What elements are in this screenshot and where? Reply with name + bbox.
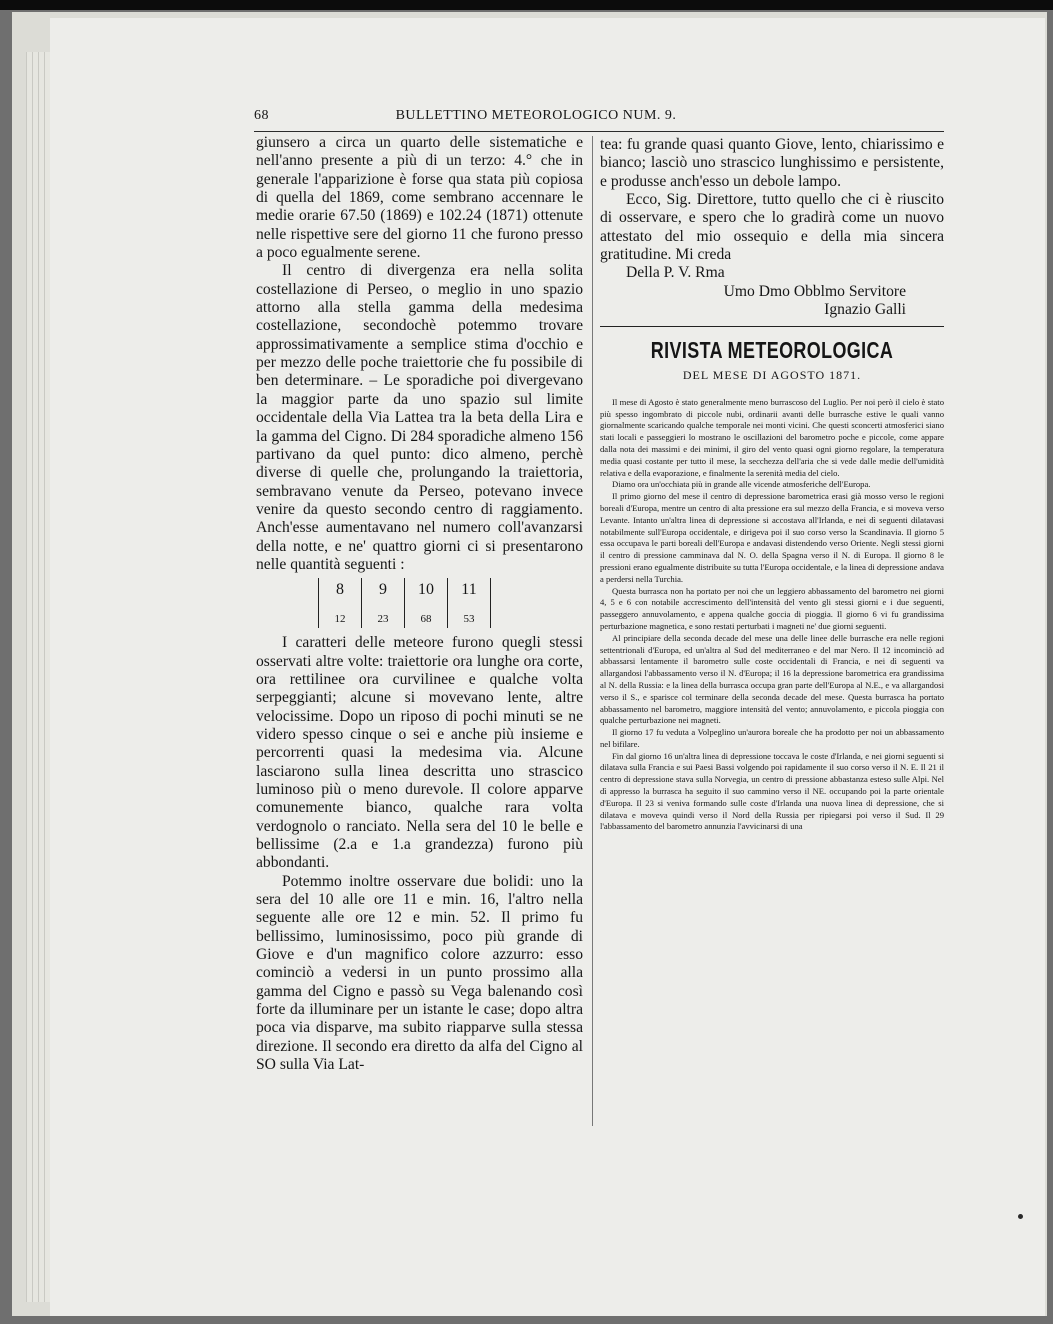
paragraph: Potemmo inoltre osservare due bolidi: uno la sera del 10 alle ore 11 e min. 16, l'altro nella seguente alle ore 12 e min. 52. Il primo fu bellissimo, luminosissimo, poco più grande di Giove e d'un magnifico colore azzurro: esso cominciò a vedersi in un punto prossimo alla gamma del Cigno e passò su Vega balenando così forte da illuminare per un istante le case; dopo altra poca via disparve, ma subito riapparve sulla stessa direzione. Il secondo era diretto da alfa del Cigno al SO sulla Via Lat- bbox=[256, 872, 583, 1074]
day-cell: 10 bbox=[405, 578, 448, 602]
count-cell: 68 bbox=[405, 602, 448, 628]
page-header bbox=[254, 108, 818, 130]
signature-name: Ignazio Galli bbox=[824, 301, 906, 319]
count-cell: 23 bbox=[362, 602, 405, 628]
count-cell: 12 bbox=[319, 602, 362, 628]
paragraph: Ecco, Sig. Direttore, tutto quello che ci è riuscito di osservare, e spero che lo gradirà come un nuovo attestato del mio ossequio e della mia sincera gratitudine. Mi creda bbox=[600, 191, 944, 264]
paragraph: I caratteri delle meteore furono quegli stessi osservati altre volte: traiettorie ora lunghe ora corte, ora rettilinee ora curvilinee e qualche volta serpeggianti; alcune si movevano lente, altre velocissime. Dopo un riposo di pochi minuti se ne videro spesso cinque o sei e anche più insieme e percorrenti quasi la medesima via. Alcune lasciarono sulla linea descritta uno strascico luminoso più o meno durevole. Il colore apparve comunemente bianco, qualche rara volta verdognolo o ranciato. Nella sera del 10 le belle e bellissime (2.a e 1.a grandezza) furono più abbondanti. bbox=[256, 634, 583, 872]
count-cell: 53 bbox=[448, 602, 491, 628]
paragraph: tea: fu grande quasi quanto Giove, lento, chiarissimo e bianco; lasciò uno strascico lunghissimo e persistente, e produsse anch'esso un debole lampo. bbox=[600, 136, 944, 190]
day-cell: 9 bbox=[362, 578, 405, 602]
signature-line: Umo Dmo Obblmo Servitore bbox=[723, 282, 906, 300]
review-paragraph: Il primo giorno del mese il centro di depressione barometrica erasi già mosso verso le regioni boreali d'Europa, mentre un centro di alta pressione era sul mezzo della Francia, e si moveva verso Levante. Intanto un'altra linea di depressione si accostava all'Irlanda, e nei dì seguenti dilatavasi notabilmente sull'Europa occidentale, e dirigeva poi il suo corso verso la Scandinavia. Il giorno 5 essa occupava le parti boreali dell'Europa e andavasi distendendo verso Oriente. Negli stessi giorni il centro di pressione camminava dal N. O. della Spagna verso il N. di Europa. Il giorno 8 le pressioni erano egualmente distribuite su tutta l'Europa occidentale, e la linea di depressione andava a perdersi nella Turchia. bbox=[600, 491, 944, 584]
review-paragraph: Fin dal giorno 16 un'altra linea di depressione toccava le coste d'Irlanda, e nei giorni seguenti si dilatava sulla Francia e sui Paesi Bassi volgendo poi rapidamente il suo corso verso il N. E. Il 21 il centro di depressione stava sulla Norvegia, un centro di pressione abbastanza esteso sulle Alpi. Nel dì appresso la burrasca ha seguito il suo cammino verso il NE. occupando poi la parte orientale d'Europa. Il 23 si veniva formando sulle coste d'Irlanda una nuova linea di depressione, che si dilatava e moveva quindi verso il Nord della Russia per ripiegarsi poi verso il Sud. Il 29 l'abbassamento del barometro annunzia l'avvicinarsi di una bbox=[600, 750, 944, 832]
section-rule bbox=[600, 326, 944, 327]
right-column bbox=[600, 136, 944, 833]
header-rule bbox=[254, 131, 944, 132]
table-edge bbox=[491, 578, 498, 602]
running-title: BULLETTINO METEOROLOGICO NUM. 9. bbox=[395, 108, 677, 123]
section-subtitle: DEL MESE DI AGOSTO 1871. bbox=[682, 368, 862, 383]
salutation: Della P. V. Rma bbox=[626, 264, 725, 282]
day-cell: 11 bbox=[448, 578, 491, 602]
column-divider bbox=[592, 136, 593, 1126]
scan-top-border bbox=[0, 0, 1053, 10]
review-paragraph: Al principiare della seconda decade del mese una delle linee delle burrasche era nelle regioni settentrionali d'Europa, ed un'altra al Sud del mediterraneo e del mar Nero. Il 12 incominciò ad abbassarsi lentamente il barometro sulle coste occidentali di Francia, e nei dì seguenti va allargandosi l'abbassamento verso il N. d'Europa; il 16 la depressione barometrica era grandissima al N. della Russia: e la linea della burrasca occupa gran parte dell'Europa al N.E., e va allargandosi verso il S., e sparisce col terminare della seconda decade del mese. Questa burrasca ha portato abbassamento nel barometro, maggiore intensità del vento; annuvolamento, e piccola pioggia con qualche perturbazione nei magneti. bbox=[600, 632, 944, 726]
left-column bbox=[256, 134, 583, 1075]
ink-speck bbox=[1018, 1214, 1023, 1219]
day-cell: 8 bbox=[319, 578, 362, 602]
review-paragraph: Il mese di Agosto è stato generalmente meno burrascoso del Luglio. Per noi però il cielo è stato più spesso ingombrato di piccole nubi, ordinarii avanti delle burrasche estive le quali vanno giornalmente scaricando qualche temporale nei monti vicini. Che questi sconcerti atmosferici siano stati locali e passeggieri lo mostrano le oscillazioni del barometro poche e piccole, come appare dalla nota dei massimi e dei minimi, il giro del vento quasi ogni giorno regolare, la temperatura media quasi costante per tutto il mese, la secchezza dell'aria che si vede dalle medie dell'umidità relativa e della evaporazione, e finalmente la serenità media del cielo. bbox=[600, 396, 944, 478]
review-paragraph: Questa burrasca non ha portato per noi che un leggiero abbassamento del barometro nei giorni 4, 5 e 6 con notabile accrescimento dell'intensità del vento gli stessi giorni e i due seguenti, passeggero annuvolamento, e appena qualche goccia di pioggia. Il giorno 6 vi fu grandissima perturbazione magnetica, e sono restati perturbati i magneti ne' due giorni seguenti. bbox=[600, 585, 944, 631]
paragraph: giunsero a circa un quarto delle sistematiche e nell'anno presente a più di un terzo: 4.° che in generale l'apparizione è forse qua stata più copiosa di quella del 1869, come sembrano accennare le medie orarie 67.50 (1869) e 102.24 (1871) ottenute nelle rispettive sere del giorno 11 che furono presso a poco egualmente serene. bbox=[256, 134, 583, 262]
review-text bbox=[600, 397, 944, 833]
review-paragraph: Diamo ora un'occhiata più in grande alle vicende atmosferiche dell'Europa. bbox=[612, 479, 871, 490]
page-number: 68 bbox=[254, 108, 269, 123]
section-title: RIVISTA METEOROLOGICA bbox=[650, 337, 894, 364]
review-paragraph: Il giorno 17 fu veduta a Volpeglino un'aurora boreale che ha prodotto per noi un abbassamento nel bifilare. bbox=[600, 727, 944, 749]
sporadic-count-table bbox=[318, 578, 497, 628]
paragraph: Il centro di divergenza era nella solita costellazione di Perseo, o meglio in uno spazio attorno alla stella gamma della medesima costellazione, secondochè potemmo trovare approssimativamente a semplice stima d'occhio e per mezzo delle poche traiettorie che fu possibile di ben determinare. – Le sporadiche poi divergevano la maggior parte da uno spazio sul limite occidentale della Via Lattea tra la beta della Lira e la gamma del Cigno. Di 284 sporadiche almeno 156 partivano da quel punto: dico almeno, perchè diverse di quelle che, prolungando la traiettoria, sembravano venute da Perseo, potevano invece venire da questo secondo centro di raggiamento. Anch'esse aumentavano nel numero coll'avanzarsi della notte, e ne' quattro giorni ci si presentarono nelle quantità seguenti : bbox=[256, 262, 583, 573]
table-edge bbox=[491, 602, 498, 628]
